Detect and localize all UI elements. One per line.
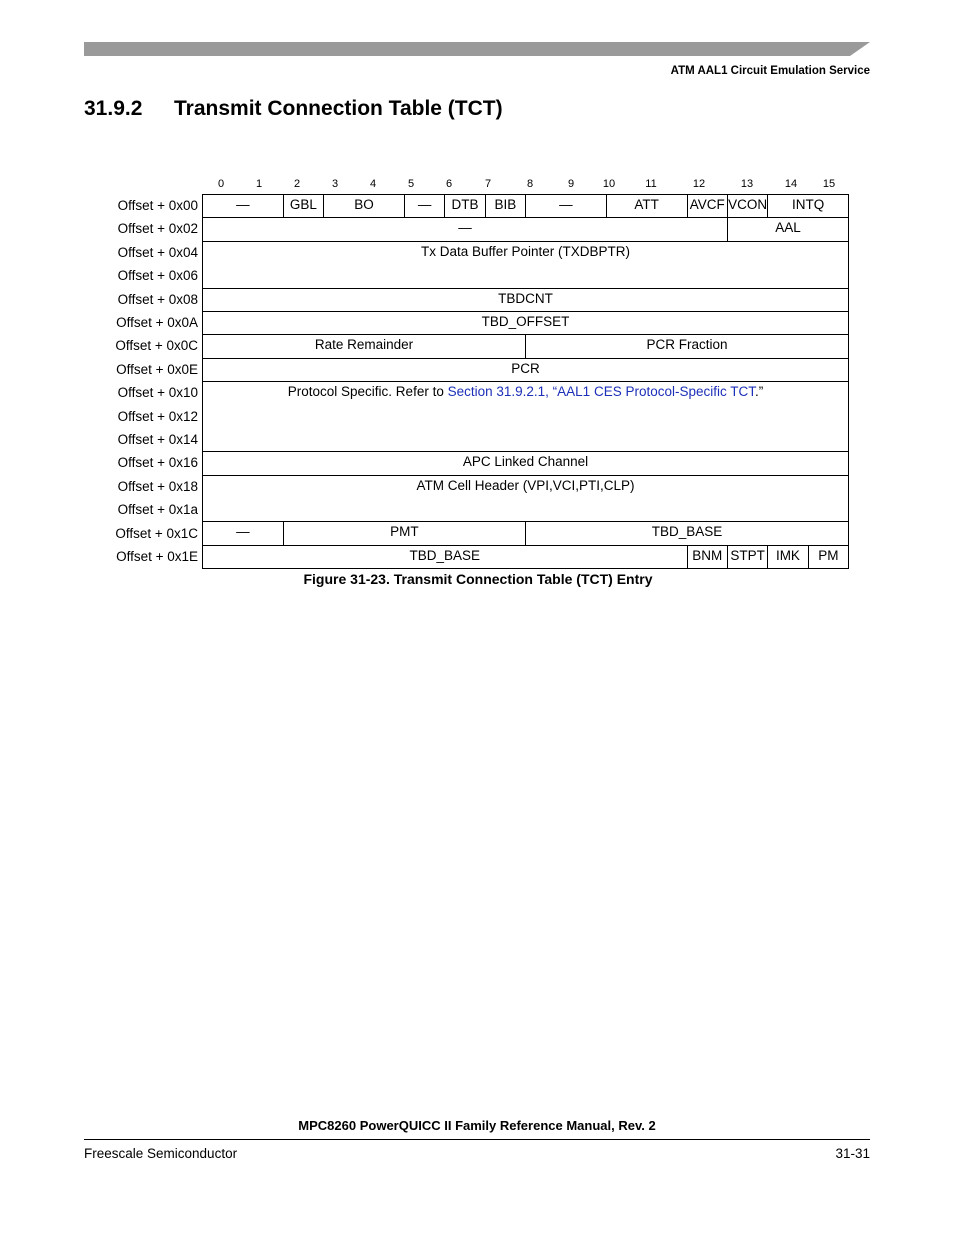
offset-label: Offset + 0x08: [117, 291, 198, 307]
pcr-fraction-field: PCR Fraction: [526, 335, 849, 358]
table-row: [203, 452, 849, 475]
offset-label: Offset + 0x02: [117, 221, 198, 237]
txdbptr-field-continued: [203, 265, 849, 288]
bit-number: 14: [784, 178, 798, 190]
protocol-specific-field-continued: [203, 428, 849, 451]
footer-publisher: Freescale Semiconductor: [84, 1146, 238, 1161]
offset-label: Offset + 0x1C: [115, 525, 198, 541]
reserved-field: —: [203, 522, 284, 545]
offset-label: Offset + 0x18: [117, 478, 198, 494]
bit-number: 6: [445, 178, 453, 190]
offset-label: Offset + 0x0E: [116, 361, 198, 377]
table-row: [203, 405, 849, 428]
bo-field: BO: [324, 195, 405, 218]
table-row: [203, 545, 849, 568]
table-row: [203, 218, 849, 241]
table-row: [203, 499, 849, 522]
figure-caption: Figure 31-23. Transmit Connection Table (TCT) Entry: [303, 571, 653, 587]
protocol-specific-field-continued: [203, 405, 849, 428]
table-row: [203, 382, 849, 405]
bit-number-ruler: [202, 178, 848, 192]
bit-number: 0: [217, 178, 225, 190]
bit-number: 10: [602, 178, 616, 190]
page-number: 31-31: [835, 1146, 870, 1161]
tbd-base-field: TBD_BASE: [203, 545, 688, 568]
table-row: [203, 195, 849, 218]
section-number: 31.9.2: [84, 97, 143, 120]
bib-field: BIB: [485, 195, 525, 218]
offset-label: Offset + 0x00: [117, 198, 198, 213]
offset-label: Offset + 0x0A: [116, 315, 198, 330]
footer-rule: [84, 1139, 870, 1140]
bnm-field: BNM: [687, 545, 727, 568]
bit-number: 3: [331, 178, 339, 190]
section-title: Transmit Connection Table (TCT): [174, 97, 503, 120]
offset-label: Offset + 0x16: [117, 455, 198, 471]
offset-label: Offset + 0x14: [117, 432, 198, 447]
tbdcnt-field: TBDCNT: [203, 288, 849, 311]
aal-field: AAL: [727, 218, 848, 241]
txdbptr-field: Tx Data Buffer Pointer (TXDBPTR): [203, 241, 849, 264]
table-row: [203, 265, 849, 288]
dtb-field: DTB: [445, 195, 485, 218]
bit-number: 8: [526, 178, 534, 190]
protocol-specific-field: [203, 382, 849, 405]
rate-remainder-field: Rate Remainder: [203, 335, 526, 358]
gbl-field: GBL: [283, 195, 323, 218]
bit-number: 9: [567, 178, 575, 190]
tbd-offset-field: TBD_OFFSET: [203, 311, 849, 334]
bit-number: 15: [822, 178, 836, 190]
protocol-specific-text-end: .”: [755, 384, 764, 400]
table-row: [203, 288, 849, 311]
offset-label: Offset + 0x12: [117, 408, 198, 424]
atm-cell-header-field-continued: [203, 499, 849, 522]
table-row: [203, 358, 849, 381]
running-head: ATM AAL1 Circuit Emulation Service: [670, 65, 870, 77]
imk-field: IMK: [768, 545, 808, 568]
offset-label: Offset + 0x1a: [117, 502, 198, 518]
bit-number: 7: [484, 178, 492, 190]
tct-register-table: [202, 194, 849, 569]
bit-number: 5: [407, 178, 415, 190]
table-row: [203, 428, 849, 451]
apc-linked-channel-field: APC Linked Channel: [203, 452, 849, 475]
bit-number: 2: [293, 178, 301, 190]
offset-label: Offset + 0x0C: [115, 338, 198, 354]
bit-number: 4: [369, 178, 377, 190]
protocol-specific-text: Protocol Specific. Refer to: [287, 384, 448, 400]
reserved-field: —: [203, 195, 284, 218]
section-link[interactable]: Section 31.9.2.1, “AAL1 CES Protocol-Specific TCT: [447, 384, 755, 400]
bit-number: 12: [692, 178, 706, 190]
vcon-field: VCON: [727, 195, 767, 218]
table-row: [203, 522, 849, 545]
header-bar: [84, 42, 870, 56]
reserved-field: —: [404, 195, 444, 218]
offset-label: Offset + 0x04: [117, 244, 198, 260]
table-row: [203, 475, 849, 498]
pcr-field: PCR: [203, 358, 849, 381]
stpt-field: STPT: [727, 545, 767, 568]
table-row: [203, 241, 849, 264]
pm-field: PM: [808, 545, 848, 568]
att-field: ATT: [606, 195, 687, 218]
intq-field: INTQ: [768, 195, 849, 218]
bit-number: 11: [645, 178, 657, 190]
table-row: [203, 335, 849, 358]
bit-number: 1: [255, 178, 263, 190]
section-heading: [84, 97, 503, 121]
offset-label: Offset + 0x10: [117, 385, 198, 401]
pmt-field: PMT: [283, 522, 525, 545]
bit-number: 13: [740, 178, 754, 190]
atm-cell-header-field: ATM Cell Header (VPI,VCI,PTI,CLP): [203, 475, 849, 498]
offset-label: Offset + 0x1E: [116, 549, 198, 564]
reserved-field: —: [203, 218, 728, 241]
reserved-field: —: [526, 195, 607, 218]
avcf-field: AVCF: [687, 195, 727, 218]
footer-title: MPC8260 PowerQUICC II Family Reference Manual, Rev. 2: [298, 1118, 656, 1133]
table-row: [203, 311, 849, 334]
offset-label: Offset + 0x06: [117, 268, 198, 284]
tbd-base-field: TBD_BASE: [526, 522, 849, 545]
